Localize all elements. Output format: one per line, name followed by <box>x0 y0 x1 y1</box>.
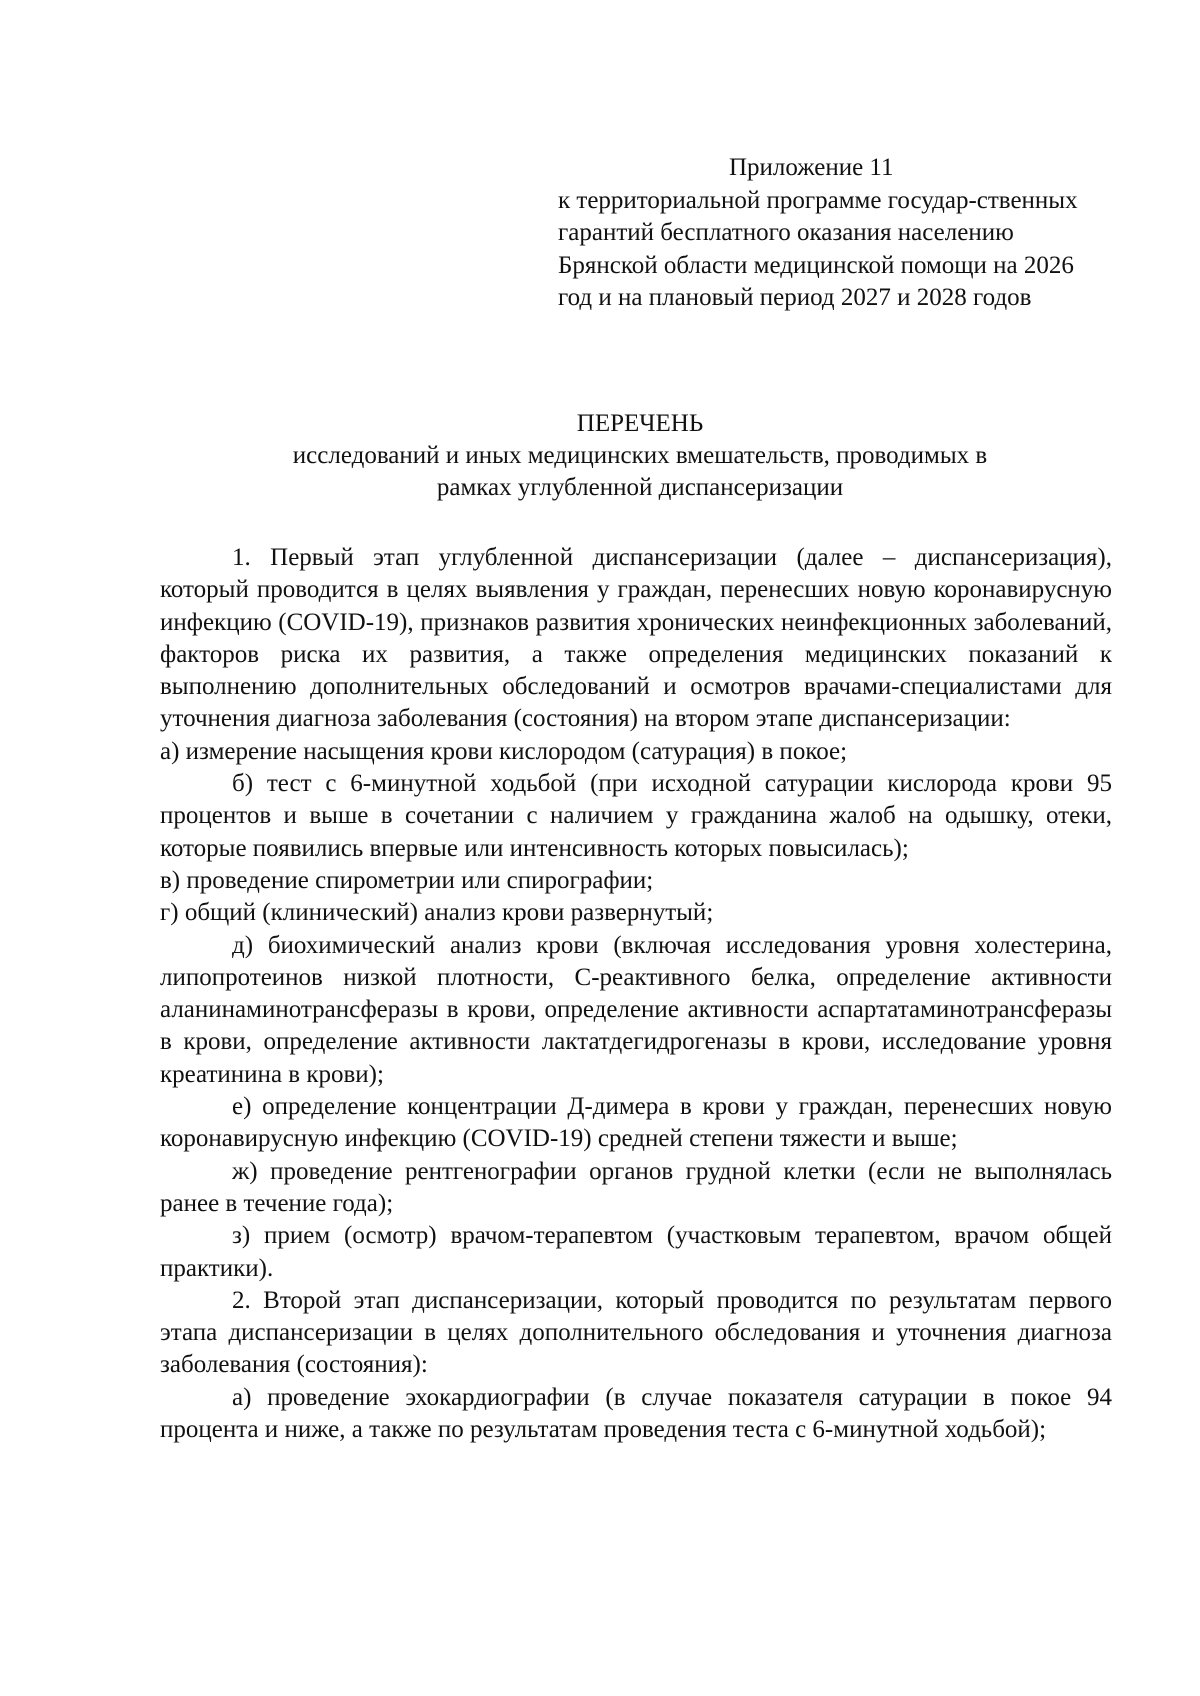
appendix-block <box>558 152 1098 315</box>
appendix-title: Приложение 11 <box>729 154 894 181</box>
heading-title: ПЕРЕЧЕНЬ <box>576 410 704 437</box>
paragraph-item-g: г) общий (клинический) анализ крови развернутый; <box>160 899 714 927</box>
paragraph-item-e: е) определение концентрации Д-димера в крови у граждан, перенесших новую коронавирусную инфекцию (COVID-19) средней степени тяжести и выше; <box>160 1093 1112 1153</box>
appendix-text: к территориальной программе государ-ственных гарантий бесплатного оказания населению Брянской области медицинской помощи на 2026 год и на плановый период 2027 и 2028 годов <box>558 186 1078 312</box>
paragraph-stage-2: 2. Второй этап диспансеризации, который проводится по результатам первого этапа диспансеризации в целях дополнительного обследования и уточнения диагноза заболевания (состояния): <box>160 1286 1112 1379</box>
paragraph-stage-2-item-a: а) проведение эхокардиографии (в случае показателя сатурации в покое 94 процента и ниже, а также по результатам проведения теста с 6-минутной ходьбой); <box>160 1383 1112 1444</box>
document-heading <box>160 408 1120 504</box>
paragraph-item-b: б) тест с 6-минутной ходьбой (при исходной сатурации кислорода крови 95 процентов и выше в сочетании с наличием у гражданина жалоб на одышку, отеки, которые появились впервые или интенсивность которых повысилась); <box>160 770 1112 862</box>
heading-subtitle: исследований и иных медицинских вмешательств, проводимых в рамках углубленной диспансеризации <box>292 442 988 501</box>
paragraph-item-z: з) прием (осмотр) врачом-терапевтом (участковым терапевтом, врачом общей практики). <box>160 1222 1112 1282</box>
paragraph-item-a: а) измерение насыщения крови кислородом (сатурация) в покое; <box>160 737 848 765</box>
paragraph-item-d: д) биохимический анализ крови (включая исследования уровня холестерина, липопротеинов низкой плотности, С-реактивного белка, определение активности аланинаминотрансферазы в крови, определение активности аспартатаминотрансферазы в крови, определение активности лактатдегидрогеназы в крови, исследование уровня креатинина в крови); <box>160 931 1112 1088</box>
document-body <box>160 542 1112 1446</box>
paragraph-item-zh: ж) проведение рентгенографии органов грудной клетки (если не выполнялась ранее в течение года); <box>160 1157 1112 1217</box>
paragraph-item-v: в) проведение спирометрии или спирографии; <box>160 866 654 894</box>
paragraph-stage-1: 1. Первый этап углубленной диспансеризации (далее – диспансеризация), который проводится в целях выявления у граждан, перенесших новую коронавирусную инфекцию (COVID-19), признаков развития хронических неинфекционных заболеваний, факторов риска их развития, а также определения медицинских показаний к выполнению дополнительных обследований и осмотров врачами-специалистами для уточнения диагноза заболевания (состояния) на втором этапе диспансеризации: <box>160 544 1112 733</box>
